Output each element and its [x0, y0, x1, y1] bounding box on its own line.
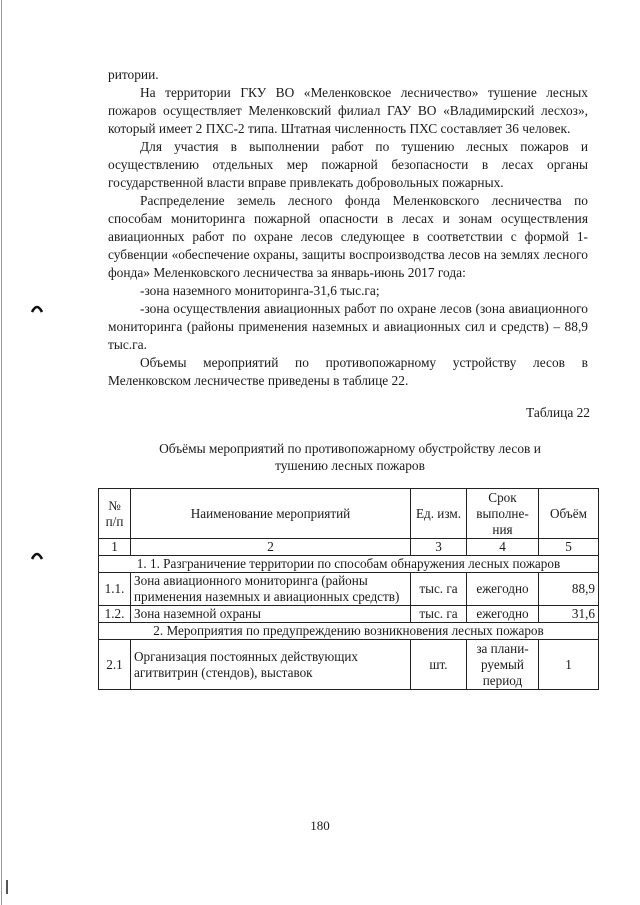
table-row: [99, 573, 599, 606]
table-title-line-1: Объёмы мероприятий по противопожарному обустройству лесов и: [159, 441, 541, 456]
row-name: Организация постоянных действующих агитвитрин (стендов), выставок: [131, 640, 411, 690]
col-number: 1: [99, 539, 131, 556]
row-volume: 88,9: [539, 573, 599, 606]
col-number: 5: [539, 539, 599, 556]
row-name: Зона авиационного мониторинга (районы применения наземных и авиационных средств): [131, 573, 411, 606]
measures-table: [98, 488, 599, 690]
row-num: 2.1: [99, 640, 131, 690]
paragraph-volunteers: Для участия в выполнении работ по тушению лесных пожаров и осуществлению отдельных мер пожарной безопасности в лесах органы государственной власти вправе привлекать добровольных пожарных.: [108, 139, 588, 190]
header-unit: Ед. изм.: [411, 489, 467, 539]
table-row: [99, 640, 599, 690]
paragraph-table-reference: Объемы мероприятий по противопожарному устройству лесов в Меленковском лесничестве приведены в таблице 22.: [108, 355, 588, 388]
row-volume: 31,6: [539, 606, 599, 623]
row-name: Зона наземной охраны: [131, 606, 411, 623]
table-caption: Таблица 22: [526, 405, 590, 420]
paragraph-continuation: ритории.: [108, 67, 159, 82]
list-item-ground-zone: -зона наземного мониторинга-31,6 тыс.га;: [140, 283, 380, 298]
table-row: [99, 606, 599, 623]
binding-hole-mark-icon: [30, 547, 44, 561]
table-title: [100, 440, 600, 474]
header-term: Срок выполне-ния: [467, 489, 539, 539]
body-text: [108, 66, 588, 390]
scan-artifact-mark: [6, 880, 8, 894]
header-volume: Объём: [539, 489, 599, 539]
header-num: № п/п: [99, 489, 131, 539]
col-number: 2: [131, 539, 411, 556]
binding-hole-mark-icon: [30, 300, 44, 314]
page-number: 180: [310, 818, 330, 833]
section-row: [99, 623, 599, 640]
row-term: ежегодно: [467, 573, 539, 606]
table-title-line-2: тушению лесных пожаров: [275, 458, 425, 473]
row-term: за плани-руемый период: [467, 640, 539, 690]
row-term: ежегодно: [467, 606, 539, 623]
section-row: [99, 556, 599, 573]
header-name: Наименование мероприятий: [131, 489, 411, 539]
paragraph-distribution: Распределение земель лесного фонда Меленковского лесничества по способам мониторинга пожарной опасности в лесах и зонам осуществления авиационных работ по охране лесов следующее в соответствии с формой 1-субвенции «обеспечение охраны, защиты воспроизводства лесов на землях лесного фонда» Меленковского лесничества за январь-июнь 2017 года:: [108, 193, 588, 280]
scan-edge-line: [1, 0, 2, 905]
row-num: 1.2.: [99, 606, 131, 623]
paragraph-fire-service: На территории ГКУ ВО «Меленковское лесничество» тушение лесных пожаров осуществляет Меленковский филиал ГАУ ВО «Владимирский лесхоз», который имеет 2 ПХС-2 типа. Штатная численность ПХС составляет 36 человек.: [108, 85, 588, 136]
col-number: 3: [411, 539, 467, 556]
col-number: 4: [467, 539, 539, 556]
row-num: 1.1.: [99, 573, 131, 606]
row-unit: шт.: [411, 640, 467, 690]
row-unit: тыс. га: [411, 573, 467, 606]
row-volume: 1: [539, 640, 599, 690]
table-header-row: [99, 489, 599, 539]
row-unit: тыс. га: [411, 606, 467, 623]
section-1-title: 1. 1. Разграничение территории по способам обнаружения лесных пожаров: [99, 556, 599, 573]
column-number-row: [99, 539, 599, 556]
section-2-title: 2. Мероприятия по предупреждению возникновения лесных пожаров: [99, 623, 599, 640]
list-item-aviation-zone: -зона осуществления авиационных работ по охране лесов (зона авиационного мониторинга (районы применения наземных и авиационных сил и средств) – 88,9 тыс.га.: [108, 301, 588, 352]
